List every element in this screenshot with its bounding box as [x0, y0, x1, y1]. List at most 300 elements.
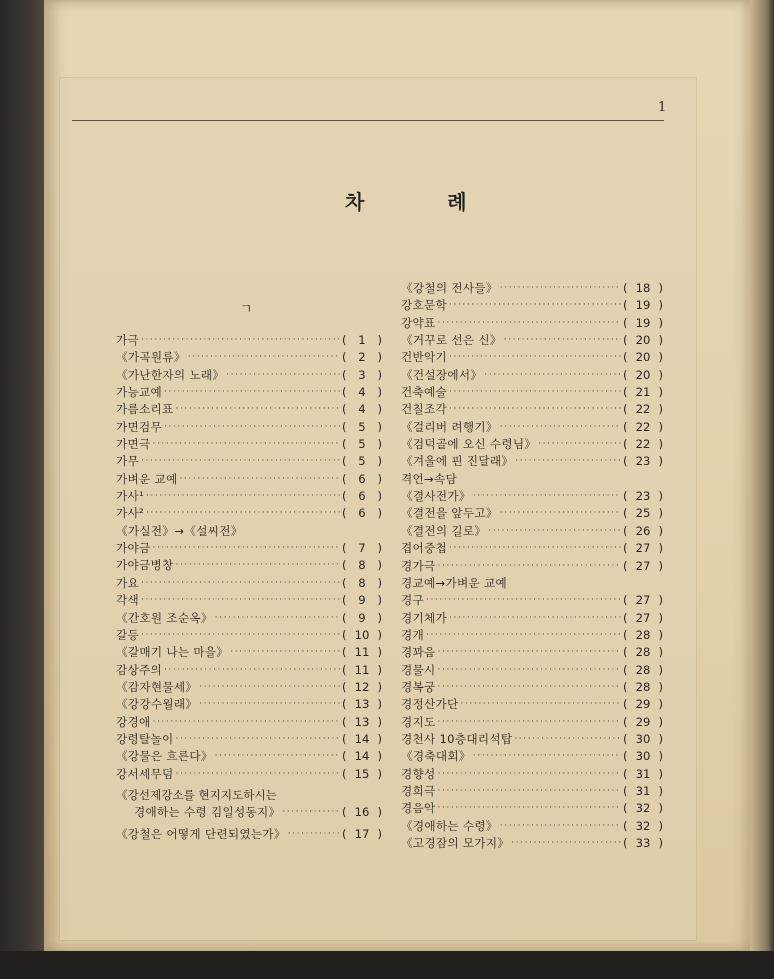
toc-entry-title: 《건설장에서》 [401, 367, 483, 382]
toc-page-number: 4 [358, 385, 366, 400]
toc-entry-page: ( 21 ) [623, 384, 663, 401]
toc-leader-dots [449, 297, 621, 314]
toc-entry[interactable] [116, 696, 382, 713]
toc-page-number: 27 [635, 558, 651, 573]
toc-entry-page: ( 2 ) [342, 349, 382, 366]
toc-leader-dots [514, 731, 621, 748]
toc-entry[interactable] [116, 557, 382, 574]
toc-entry[interactable] [401, 505, 663, 522]
toc-entry-title: 강호문학 [401, 298, 447, 313]
toc-entry-page: ( 6 ) [342, 488, 382, 505]
toc-entry-page: ( 12 ) [342, 679, 382, 696]
toc-entry-title: 경복궁 [401, 679, 436, 694]
toc-entry-page: ( 16 ) [342, 804, 382, 821]
toc-page-number: 15 [354, 766, 370, 781]
toc-entry-title: 《거꾸로 선은 신》 [401, 333, 502, 348]
toc-entry-page: ( 30 ) [623, 748, 663, 765]
toc-entry-page: ( 6 ) [342, 505, 382, 522]
toc-page-number: 32 [635, 818, 651, 833]
toc-entry-page: ( 15 ) [342, 766, 382, 783]
toc-entry-title: 《검덕골에 오신 수령님》 [401, 437, 537, 452]
toc-entry-page: ( 28 ) [623, 662, 663, 679]
toc-page-number: 4 [358, 402, 366, 417]
toc-leader-dots [164, 662, 340, 679]
toc-page-number: 14 [354, 749, 370, 764]
toc-entry-page: ( 9 ) [342, 592, 382, 609]
toc-entry[interactable] [116, 731, 382, 748]
toc-entry[interactable] [401, 436, 663, 453]
toc-entry-title: 《간호원 조순옥》 [116, 610, 213, 625]
toc-entry-title: 경기체가 [401, 610, 447, 625]
toc-page-number: 12 [354, 679, 370, 694]
toc-entry-page: ( 28 ) [623, 627, 663, 644]
toc-entry[interactable] [401, 453, 663, 470]
toc-entry-title: 건칠조각 [401, 402, 447, 417]
toc-page-number: 20 [635, 333, 651, 348]
toc-leader-dots [449, 384, 621, 401]
toc-leader-dots [153, 714, 341, 731]
toc-leader-dots [176, 766, 341, 783]
toc-entry-page: ( 22 ) [623, 436, 663, 453]
toc-entry-page: ( 27 ) [623, 540, 663, 557]
toc-entry-page: ( 1 ) [342, 332, 382, 349]
toc-entry-title: 경지도 [401, 714, 436, 729]
toc-entry-page: ( 32 ) [623, 800, 663, 817]
toc-entry-page: ( 30 ) [623, 731, 663, 748]
toc-page-number: 6 [358, 506, 366, 521]
toc-entry[interactable] [116, 523, 382, 540]
toc-entry-title: 가능교예 [116, 385, 162, 400]
toc-leader-dots [164, 419, 340, 436]
toc-leader-dots [438, 679, 622, 696]
toc-entry-page: ( 22 ) [623, 419, 663, 436]
toc-entry-title: 경꽈음 [401, 645, 436, 660]
toc-entry-title: 경개 [401, 627, 424, 642]
toc-leader-dots [426, 627, 621, 644]
toc-entry-title: 가극 [116, 333, 139, 347]
toc-page-number: 19 [635, 298, 651, 313]
toc-entry-title: 경교예→가벼운 교예 [401, 575, 507, 590]
toc-entry[interactable] [401, 783, 663, 800]
toc-leader-dots [141, 627, 340, 644]
toc-entry-title: 《고경잠의 모가지》 [401, 836, 510, 850]
toc-entry-page: ( 14 ) [342, 748, 382, 765]
toc-entry-title: 경가극 [401, 558, 436, 573]
toc-leader-dots [146, 488, 340, 505]
toc-entry-title: 경음악 [401, 801, 436, 816]
toc-page-number: 3 [358, 367, 366, 382]
toc-page-number: 27 [635, 541, 651, 556]
toc-entry[interactable] [116, 332, 382, 349]
toc-page-number: 33 [635, 836, 651, 850]
toc-entry-page: ( 28 ) [623, 644, 663, 661]
toc-page-number: 8 [358, 575, 366, 590]
toc-leader-dots [164, 384, 340, 401]
toc-entry-title: 《경축대회》 [401, 749, 471, 764]
toc-leader-dots [511, 835, 621, 852]
toc-leader-dots [230, 644, 340, 661]
toc-leader-dots [449, 349, 621, 366]
toc-entry[interactable] [401, 488, 663, 505]
toc-entry[interactable] [116, 627, 382, 644]
toc-entry[interactable] [401, 696, 663, 713]
toc-page-number: 29 [635, 714, 651, 729]
toc-leader-dots [141, 592, 340, 609]
toc-entry[interactable] [401, 627, 663, 644]
toc-entry-title: 경희극 [401, 783, 436, 798]
toc-entry-title: 겹어중첩 [401, 541, 447, 556]
toc-entry[interactable] [401, 592, 663, 609]
toc-entry-page: ( 5 ) [342, 436, 382, 453]
toc-entry-page: ( 20 ) [623, 367, 663, 384]
toc-leader-dots [504, 332, 621, 349]
toc-leader-dots [449, 610, 621, 627]
toc-entry-title: 경물시 [401, 662, 436, 677]
toc-entry[interactable] [116, 766, 382, 783]
toc-entry-page: ( 20 ) [623, 332, 663, 349]
toc-entry[interactable] [401, 419, 663, 436]
book-cover-spine [0, 0, 44, 979]
toc-leader-dots [282, 804, 340, 821]
toc-entry[interactable] [401, 575, 663, 592]
toc-entry[interactable] [116, 505, 382, 522]
toc-entry[interactable] [116, 610, 382, 627]
toc-entry[interactable] [116, 826, 382, 843]
toc-leader-dots [176, 401, 341, 418]
toc-entry-page: ( 11 ) [342, 662, 382, 679]
toc-page-number: 11 [354, 645, 370, 660]
toc-entry-page: ( 32 ) [623, 818, 663, 835]
toc-page-number: 30 [635, 731, 651, 746]
toc-page-number: 22 [635, 437, 651, 452]
toc-entry[interactable] [401, 367, 663, 384]
toc-entry-page: ( 13 ) [342, 714, 382, 731]
toc-entry[interactable] [401, 471, 663, 488]
toc-entry-title: 《강강수월래》 [116, 697, 198, 712]
toc-column-left [116, 332, 382, 843]
toc-entry-title: 《결전의 길로》 [401, 523, 487, 538]
toc-entry[interactable] [401, 731, 663, 748]
toc-page-number: 20 [635, 350, 651, 365]
toc-page-number: 13 [354, 714, 370, 729]
toc-entry-title: 감상주의 [116, 662, 162, 677]
toc-leader-dots [500, 280, 621, 297]
page-edge [750, 0, 774, 952]
toc-page-number: 22 [635, 402, 651, 417]
toc-page-number: 28 [635, 679, 651, 694]
toc-entry-page: ( 5 ) [342, 453, 382, 470]
toc-page-number: 5 [358, 419, 366, 434]
toc-entry-title: 경향성 [401, 766, 436, 781]
toc-entry-page: ( 3 ) [342, 367, 382, 384]
toc-entry[interactable] [116, 488, 382, 505]
toc-page-number: 1 [358, 333, 366, 347]
toc-page-number: 19 [635, 315, 651, 330]
toc-page-number: 28 [635, 662, 651, 677]
toc-page-number: 28 [635, 627, 651, 642]
toc-page-number: 18 [635, 281, 651, 295]
toc-leader-dots [473, 488, 621, 505]
toc-entry-title: 강령탈놀이 [116, 731, 174, 746]
toc-entry[interactable] [116, 384, 382, 401]
toc-entry-title: 《강물은 흐른다》 [116, 749, 213, 764]
toc-entry-title: 가면검무 [116, 419, 162, 434]
toc-leader-dots [176, 557, 341, 574]
toc-page-number: 11 [354, 662, 370, 677]
toc-entry[interactable] [401, 401, 663, 418]
toc-entry-page: ( 4 ) [342, 401, 382, 418]
toc-page-number: 29 [635, 697, 651, 712]
toc-page-number: 27 [635, 593, 651, 608]
toc-entry[interactable] [401, 540, 663, 557]
toc-entry-page: ( 14 ) [342, 731, 382, 748]
toc-entry-title: 《강철의 전사들》 [401, 281, 498, 295]
toc-leader-dots [438, 644, 622, 661]
toc-entry[interactable] [401, 748, 663, 765]
toc-page-number: 23 [635, 454, 651, 469]
toc-entry-page: ( 27 ) [623, 558, 663, 575]
toc-entry[interactable] [116, 471, 382, 488]
toc-entry-title: 가야금 [116, 541, 151, 556]
toc-entry-title: 《겨울에 핀 진달래》 [401, 454, 514, 469]
toc-entry[interactable] [116, 644, 382, 661]
toc-page-number: 6 [358, 489, 366, 504]
toc-entry-title: 강약표 [401, 315, 436, 330]
toc-leader-dots [484, 367, 621, 384]
toc-entry[interactable] [116, 592, 382, 609]
toc-leader-dots [226, 367, 340, 384]
toc-leader-dots [449, 540, 621, 557]
page-number: 1 [658, 100, 667, 115]
toc-entry-page: ( 23 ) [623, 453, 663, 470]
toc-entry[interactable] [401, 766, 663, 783]
toc-entry-title: 《강철은 어떻게 단련되였는가》 [116, 826, 286, 841]
toc-entry-page: ( 10 ) [342, 627, 382, 644]
toc-entry-title: 《가난한자의 노래》 [116, 367, 225, 382]
toc-leader-dots [179, 471, 340, 488]
toc-entry[interactable] [116, 575, 382, 592]
toc-leader-dots [176, 731, 341, 748]
toc-entry[interactable] [401, 558, 663, 575]
toc-entry-title: 강경애 [116, 714, 151, 729]
toc-entry-title: 건반악기 [401, 350, 447, 365]
toc-entry-page: ( 27 ) [623, 610, 663, 627]
toc-leader-dots [515, 453, 621, 470]
toc-page-number: 28 [635, 645, 651, 660]
toc-leader-dots [146, 505, 340, 522]
toc-entry-title: 가벼운 교예 [116, 471, 178, 486]
toc-page-number: 6 [358, 471, 366, 486]
toc-entry-title: 강서세무덤 [116, 766, 174, 781]
toc-entry[interactable] [401, 280, 663, 297]
toc-entry-title: 경구 [401, 593, 424, 608]
toc-entry-page: ( 9 ) [342, 610, 382, 627]
toc-leader-dots [438, 800, 622, 817]
toc-entry[interactable] [401, 800, 663, 817]
toc-entry-page: ( 6 ) [342, 471, 382, 488]
toc-leader-dots [199, 696, 340, 713]
toc-entry-page: ( 23 ) [623, 488, 663, 505]
toc-leader-dots [141, 575, 340, 592]
toc-entry-page: ( 33 ) [623, 835, 663, 852]
toc-entry[interactable] [401, 297, 663, 314]
toc-leader-dots [153, 436, 341, 453]
header-rule [72, 120, 664, 121]
toc-entry-title: 가면극 [116, 437, 151, 452]
toc-entry[interactable] [401, 644, 663, 661]
toc-leader-dots [153, 540, 341, 557]
toc-page-number: 27 [635, 610, 651, 625]
toc-entry[interactable] [116, 367, 382, 384]
toc-leader-dots [426, 592, 621, 609]
toc-leader-dots [438, 783, 622, 800]
toc-entry[interactable] [116, 787, 382, 822]
toc-page-number: 22 [635, 419, 651, 434]
page-title: 차 례 [345, 190, 505, 214]
toc-page-number: 8 [358, 558, 366, 573]
toc-leader-dots [215, 610, 340, 627]
toc-entry-title: 《결전을 앞두고》 [401, 506, 498, 521]
toc-leader-dots [538, 436, 621, 453]
toc-entry-page: ( 29 ) [623, 696, 663, 713]
toc-entry-title: 격언→속담 [401, 471, 458, 486]
toc-leader-dots [500, 505, 621, 522]
toc-entry-page: ( 19 ) [623, 315, 663, 332]
toc-column-right [401, 280, 663, 852]
toc-leader-dots [215, 748, 340, 765]
toc-entry-title: 건축예술 [401, 385, 447, 400]
toc-entry-title: 가사¹ [116, 489, 144, 504]
toc-entry-page: ( 28 ) [623, 679, 663, 696]
toc-entry-page: ( 26 ) [623, 523, 663, 540]
toc-entry-title: 가사² [116, 506, 144, 521]
toc-entry-title: 《결사전가》 [401, 489, 471, 504]
toc-entry[interactable] [401, 332, 663, 349]
toc-page-number: 31 [635, 783, 651, 798]
toc-entry[interactable] [401, 835, 663, 852]
toc-entry[interactable] [116, 419, 382, 436]
toc-entry[interactable] [116, 540, 382, 557]
toc-entry[interactable] [401, 315, 663, 332]
section-heading: ㄱ [240, 302, 253, 317]
toc-entry-page: ( 22 ) [623, 401, 663, 418]
toc-leader-dots [288, 826, 340, 843]
toc-page-number: 13 [354, 697, 370, 712]
toc-entry-page: ( 29 ) [623, 714, 663, 731]
toc-page-number: 20 [635, 367, 651, 382]
toc-entry-page: ( 5 ) [342, 419, 382, 436]
toc-entry-page: ( 19 ) [623, 297, 663, 314]
toc-entry-title: 《가실전》→《설씨전》 [116, 523, 243, 538]
toc-leader-dots [500, 818, 621, 835]
toc-leader-dots [188, 349, 340, 366]
toc-leader-dots [488, 523, 621, 540]
toc-entry-page: ( 20 ) [623, 349, 663, 366]
toc-entry-page: ( 17 ) [342, 826, 382, 843]
toc-entry-title: 《갈매기 나는 마을》 [116, 645, 229, 660]
toc-entry-title: 《강선제강소를 현지지도하시는 [116, 787, 277, 802]
toc-entry[interactable] [116, 748, 382, 765]
toc-entry-title: 가요 [116, 575, 139, 590]
toc-entry-title: 갈등 [116, 627, 139, 642]
toc-entry[interactable] [116, 679, 382, 696]
toc-entry[interactable] [401, 679, 663, 696]
toc-entry-title: 《감자현물세》 [116, 679, 198, 694]
toc-page-number: 2 [358, 350, 366, 365]
toc-leader-dots [141, 453, 340, 470]
toc-entry[interactable] [401, 349, 663, 366]
toc-entry-title: 경정산가단 [401, 697, 459, 712]
toc-leader-dots [449, 401, 621, 418]
toc-page-number: 17 [354, 826, 370, 841]
toc-entry[interactable] [401, 610, 663, 627]
toc-page-number: 25 [635, 506, 651, 521]
toc-page-number: 23 [635, 489, 651, 504]
toc-leader-dots [461, 696, 622, 713]
toc-entry[interactable] [401, 384, 663, 401]
toc-entry-title: 《걸리버 려행기》 [401, 419, 498, 434]
toc-page-number: 10 [354, 627, 370, 642]
toc-entry[interactable] [116, 401, 382, 418]
toc-entry-page: ( 31 ) [623, 783, 663, 800]
toc-entry-title: 경애하는 수령 김일성동지》 [134, 805, 281, 820]
toc-entry[interactable] [116, 453, 382, 470]
toc-entry[interactable] [401, 523, 663, 540]
toc-entry-page: ( 13 ) [342, 696, 382, 713]
toc-entry-page: ( 11 ) [342, 644, 382, 661]
toc-page-number: 9 [358, 610, 366, 625]
toc-entry[interactable] [116, 436, 382, 453]
toc-leader-dots [438, 558, 622, 575]
toc-page-number: 21 [635, 385, 651, 400]
toc-page-number: 14 [354, 731, 370, 746]
toc-leader-dots [141, 332, 340, 349]
toc-entry[interactable] [116, 714, 382, 731]
toc-leader-dots [473, 748, 621, 765]
toc-entry[interactable] [401, 714, 663, 731]
toc-page-number: 5 [358, 437, 366, 452]
toc-entry[interactable] [401, 662, 663, 679]
toc-entry-page: ( 8 ) [342, 557, 382, 574]
toc-page-number: 30 [635, 749, 651, 764]
toc-entry-title: 각색 [116, 593, 139, 608]
toc-entry-page: ( 7 ) [342, 540, 382, 557]
toc-leader-dots [438, 766, 622, 783]
toc-page-number: 26 [635, 523, 651, 538]
toc-entry-title: 《경애하는 수령》 [401, 818, 498, 833]
toc-leader-dots [438, 662, 622, 679]
toc-entry[interactable] [116, 349, 382, 366]
toc-page-number: 32 [635, 801, 651, 816]
book-cover-bottom [0, 951, 774, 979]
toc-leader-dots [199, 679, 340, 696]
toc-entry-title: 가름소리표 [116, 402, 174, 417]
toc-entry-page: ( 8 ) [342, 575, 382, 592]
toc-leader-dots [500, 419, 621, 436]
toc-entry[interactable] [401, 818, 663, 835]
toc-entry-page: ( 27 ) [623, 592, 663, 609]
toc-entry-page: ( 31 ) [623, 766, 663, 783]
toc-entry-page: ( 4 ) [342, 384, 382, 401]
toc-leader-dots [438, 714, 622, 731]
toc-page-number: 16 [354, 805, 370, 820]
toc-page-number: 9 [358, 593, 366, 608]
toc-entry[interactable] [116, 662, 382, 679]
toc-entry-page: ( 25 ) [623, 505, 663, 522]
toc-entry-title: 가야금병창 [116, 558, 174, 573]
toc-leader-dots [438, 315, 622, 332]
toc-entry-title: 《가곡원류》 [116, 350, 186, 365]
